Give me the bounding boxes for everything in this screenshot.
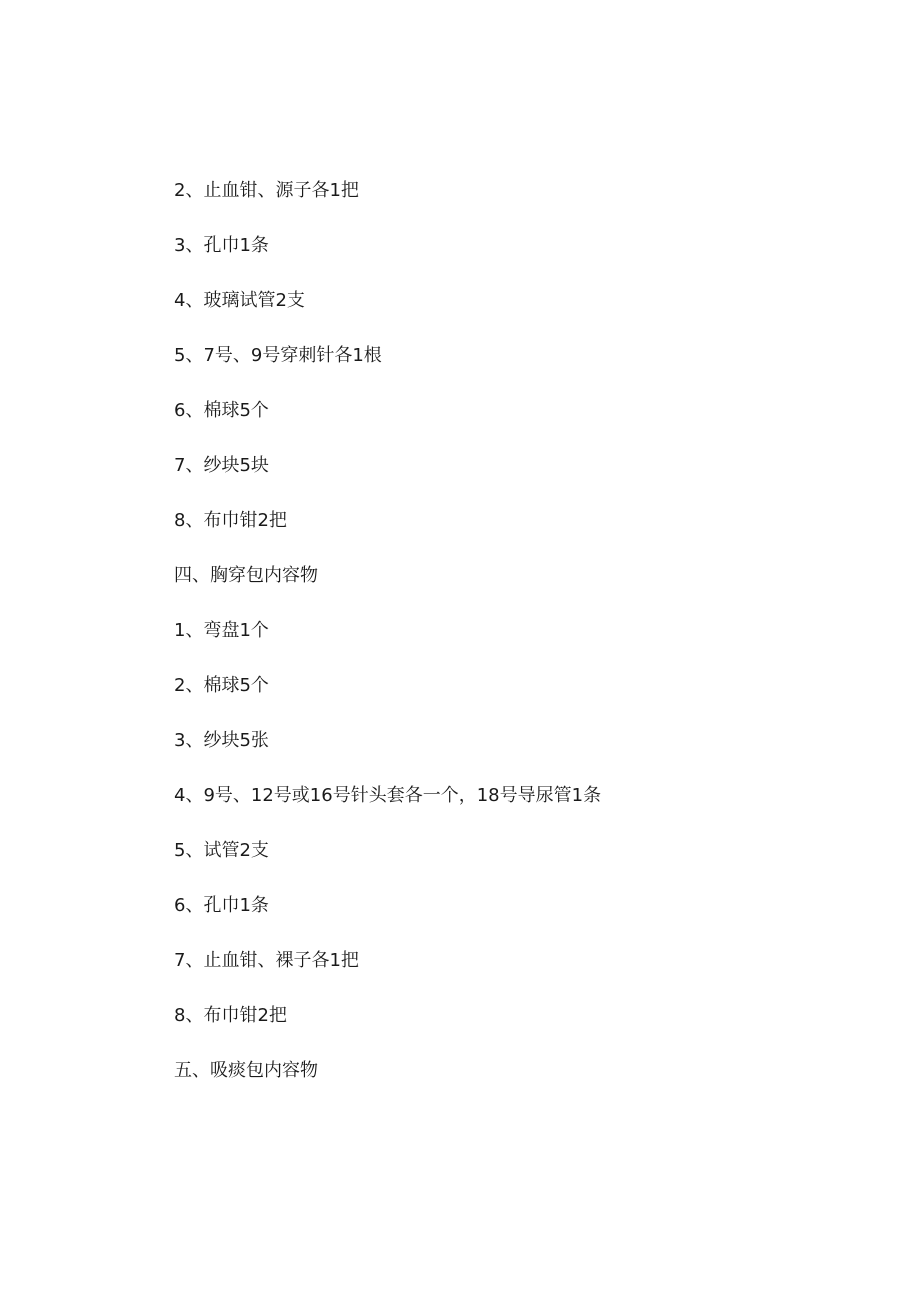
list-item: 2、棉球5个 — [174, 675, 269, 696]
list-item: 1、弯盘1个 — [174, 620, 269, 641]
list-item: 3、孔巾1条 — [174, 235, 269, 256]
document-body — [174, 176, 854, 1111]
list-item: 8、布巾钳2把 — [174, 510, 287, 531]
list-item: 5、试管2支 — [174, 840, 269, 861]
list-item: 4、9号、12号或16号针头套各一个，18号导尿管1条 — [174, 785, 602, 806]
list-item: 7、纱块5块 — [174, 455, 269, 476]
list-item: 6、孔巾1条 — [174, 895, 269, 916]
list-item: 8、布巾钳2把 — [174, 1005, 287, 1026]
list-item: 5、7号、9号穿刺针各1根 — [174, 345, 382, 366]
list-item: 3、纱块5张 — [174, 730, 269, 751]
list-item: 7、止血钳、裸子各1把 — [174, 950, 359, 971]
list-item: 4、玻璃试管2支 — [174, 290, 305, 311]
list-item: 6、棉球5个 — [174, 400, 269, 421]
section-heading: 四、胸穿包内容物 — [174, 565, 318, 586]
list-item: 2、止血钳、源子各1把 — [174, 180, 359, 201]
section-heading: 五、吸痰包内容物 — [174, 1060, 318, 1081]
